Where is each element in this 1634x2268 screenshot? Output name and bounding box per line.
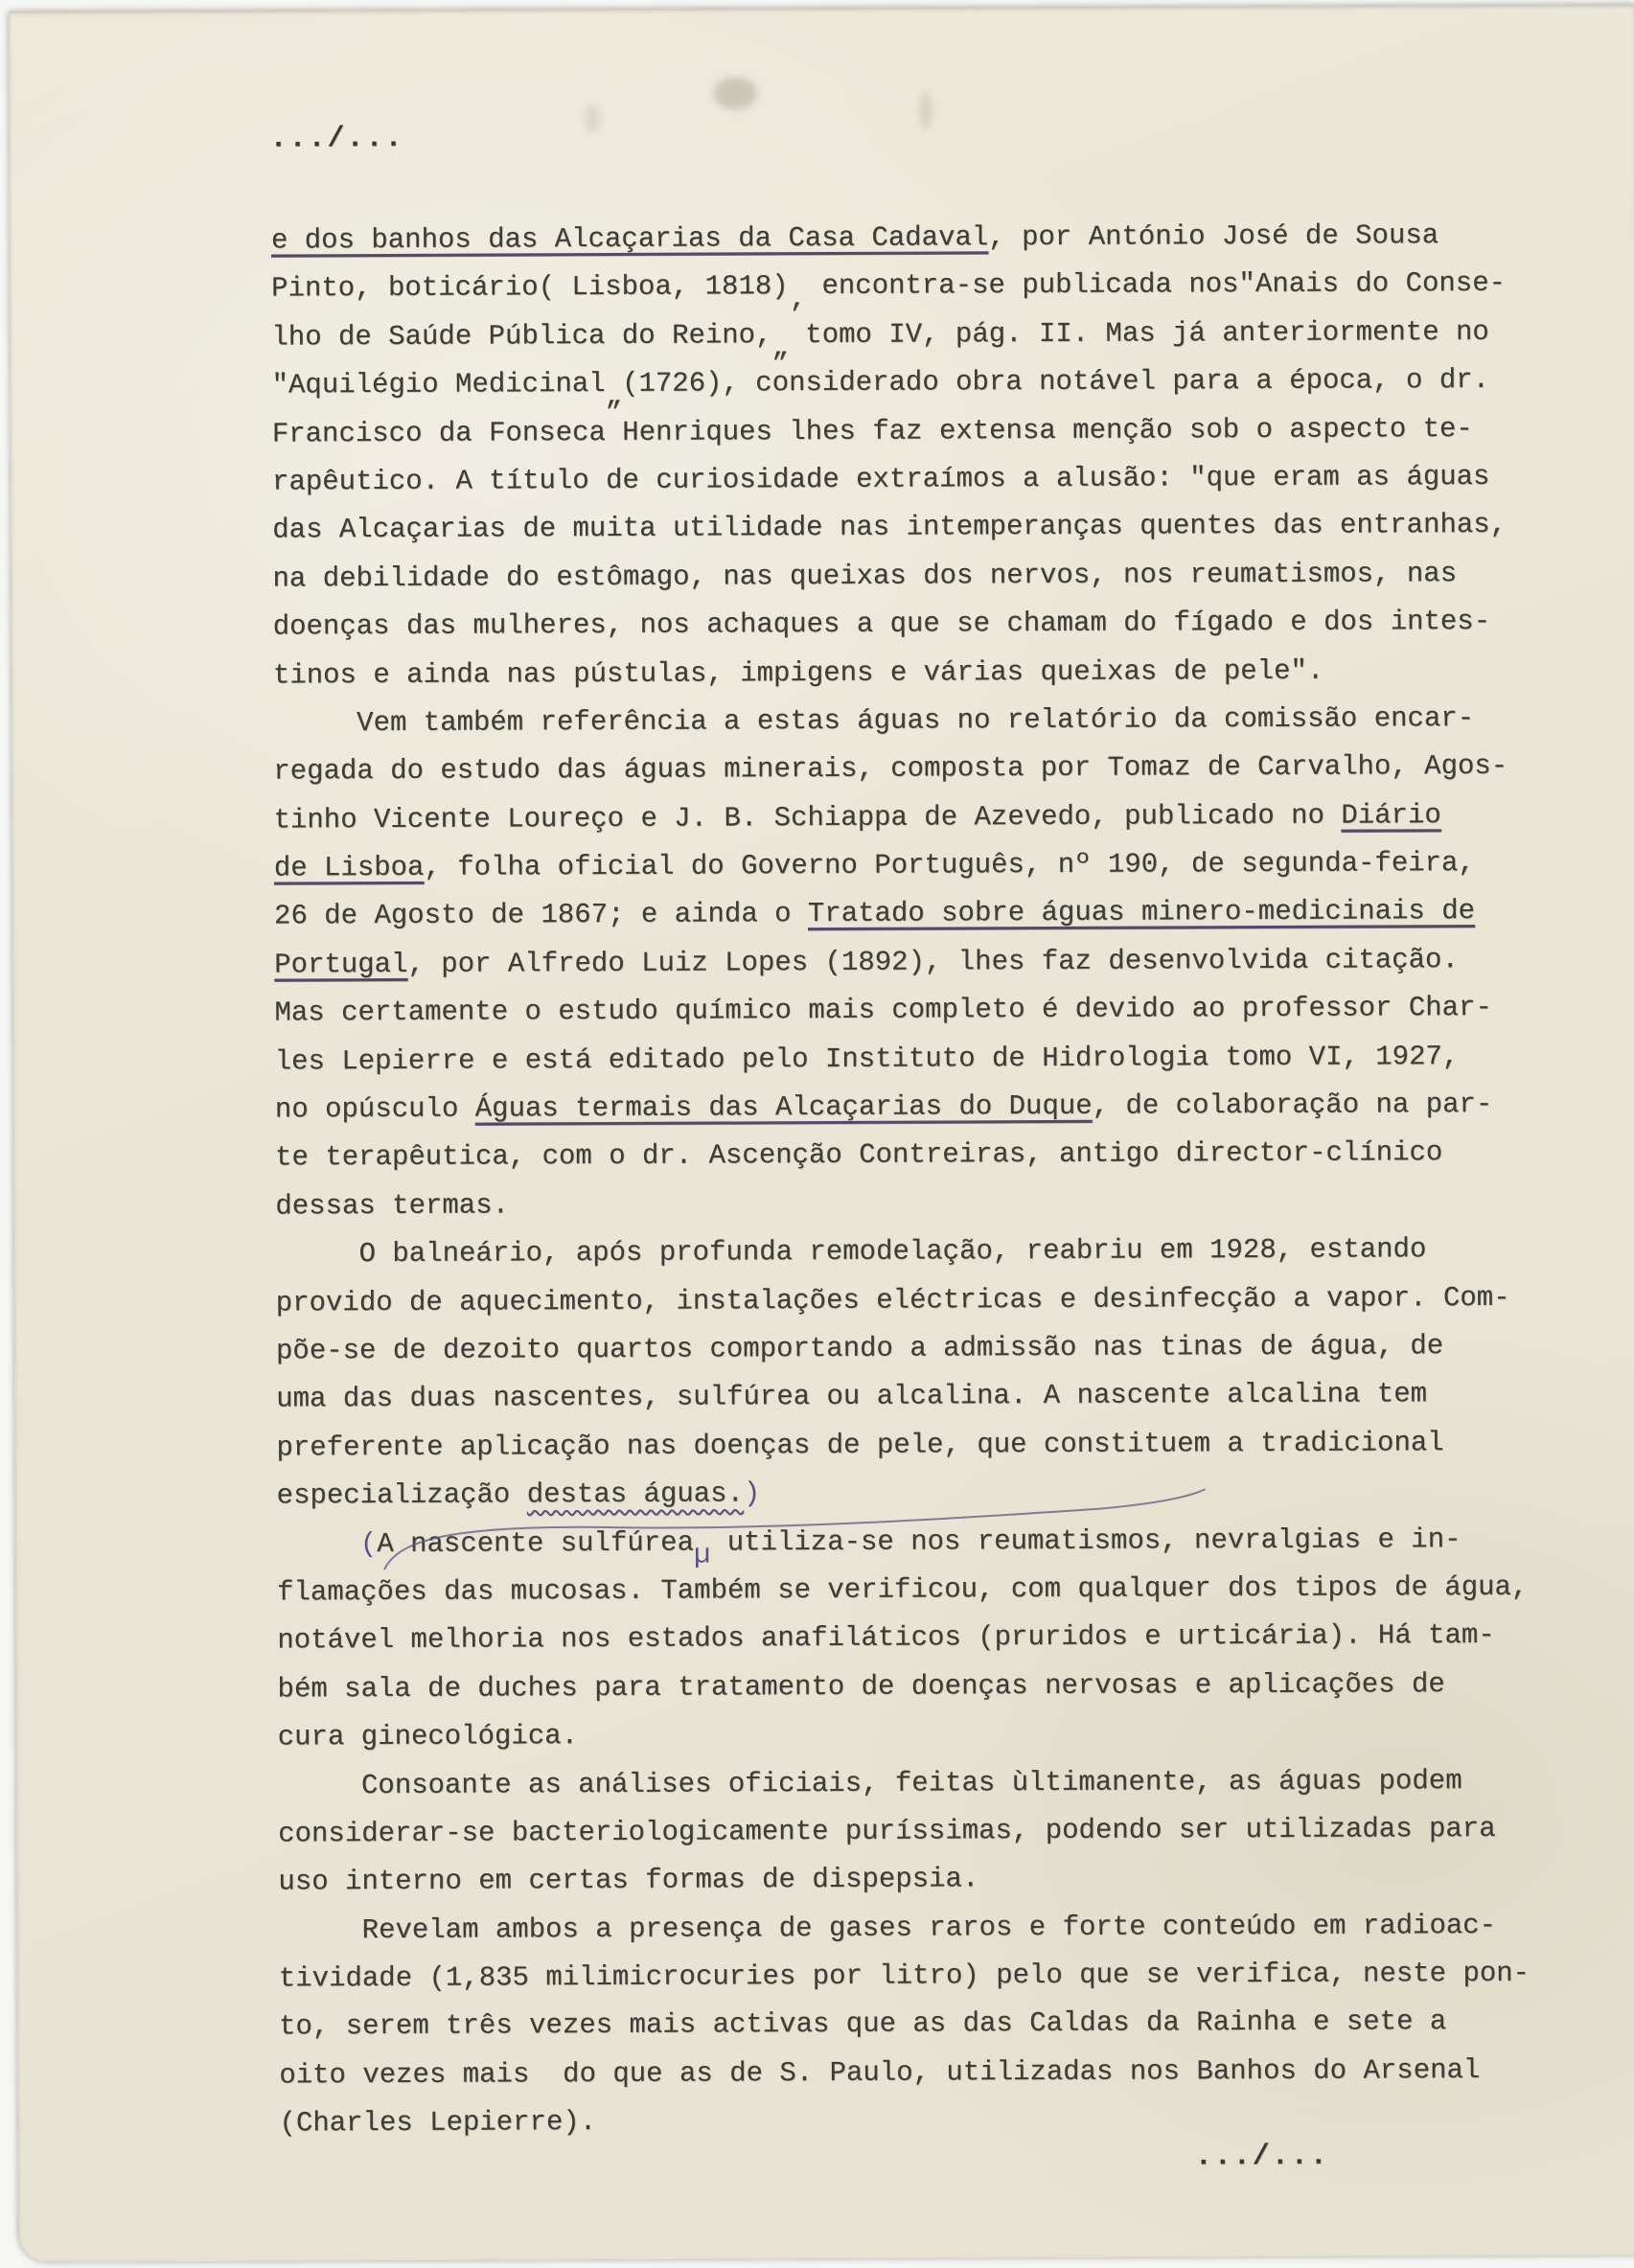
text-line: e dos banhos das Alcaçarias da Casa Cadaval, por António José de Sousa: [270, 219, 1439, 257]
text-line: Revelam ambos a presença de gases raros e forte conteúdo em radioac-: [278, 1909, 1497, 1947]
pencil-smudge: [919, 92, 932, 130]
text-line: Consoante as análises oficiais, feitas ùltimanente, as águas podem: [277, 1764, 1462, 1802]
text-line: Portugal, por Alfredo Luiz Lopes (1892), lhes faz desenvolvida citação.: [274, 943, 1459, 981]
text-line: Vem também referência a estas águas no relatório da comissão encar-: [273, 701, 1475, 740]
text-line: (A nascente sulfúreaµ utiliza-se nos reumatismos, nevralgias e in-: [359, 1523, 1461, 1571]
text-line: bém sala de duches para tratamento de doenças nervosas e aplicações de: [277, 1667, 1445, 1706]
text-line: especialização destas águas.): [276, 1478, 761, 1512]
text-line: preferente aplicação nas doenças de pele, que constituem a tradicional: [276, 1426, 1444, 1464]
text-line: te terapêutica, com o dr. Ascenção Contreiras, antigo director-clínico: [275, 1136, 1443, 1174]
continuation-marker-top: .../...: [269, 122, 404, 156]
text-line: oito vezes mais do que as de S. Paulo, utilizadas nos Banhos do Arsenal: [279, 2053, 1481, 2092]
text-line: (Charles Lepierre).: [279, 2106, 597, 2140]
text-line: de Lisboa, folha oficial do Governo Português, nº 190, de segunda-feira,: [273, 847, 1475, 884]
text-line: das Alcaçarias de muita utilidade nas intemperanças quentes das entranhas,: [272, 509, 1507, 546]
text-line: tinho Vicente Loureço e J. B. Schiappa de Azevedo, publicado no Diário: [273, 798, 1441, 836]
text-line: flamações das mucosas. Também se verificou, com qualquer dos tipos de água,: [277, 1570, 1529, 1609]
continuation-marker-bottom: .../...: [1194, 2140, 1329, 2174]
pencil-smudge: [584, 104, 601, 133]
text-line: provido de aquecimento, instalações eléctricas e desinfecção a vapor. Com-: [275, 1281, 1510, 1319]
text-line: 26 de Agosto de 1867; e ainda o Tratado sobre águas minero-medicinais de: [273, 895, 1476, 932]
text-line: Francisco da Fonseca Henriques lhes faz extensa menção sob o aspecto te-: [271, 412, 1473, 450]
text-line: na debilidade do estômago, nas queixas dos nervos, nos reumatismos, nas: [272, 557, 1458, 595]
text-line: uso interno em certas formas de dispepsia.: [278, 1863, 979, 1898]
text-line: les Lepierre e está editado pelo Instituto de Hidrologia tomo VI, 1927,: [274, 1040, 1460, 1078]
text-line: to, serem três vezes mais activas que as das Caldas da Rainha e sete a: [278, 2005, 1447, 2043]
text-line: Mas certamente o estudo químico mais completo é devido ao professor Char-: [274, 992, 1492, 1029]
text-line: põe-se de dezoito quartos comportando a admissão nas tinas de água, de: [275, 1330, 1444, 1367]
text-line: rapêutico. A título de curiosidade extraímos a alusão: "que eram as águas: [271, 460, 1490, 498]
text-line: cura ginecológica.: [277, 1720, 579, 1753]
text-line: Pinto, boticário( Lisboa, 1818)‚ encontra-se publicada nos″Anais do Conse-: [271, 267, 1507, 315]
text-line: O balneário, após profunda remodelação, reabriu em 1928, estando: [275, 1233, 1427, 1271]
pencil-smudge: [713, 77, 757, 109]
paper-sheet: [9, 4, 1634, 2261]
text-line: regada do estudo das águas minerais, composta por Tomaz de Carvalho, Agos-: [273, 750, 1508, 788]
text-line: notável melhoria nos estados anafiláticos (pruridos e urticária). Há tam-: [277, 1619, 1495, 1657]
text-line: lho de Saúde Pública do Reino,„ tomo IV, pág. II. Mas já anteriormente no: [271, 315, 1489, 364]
text-line: dessas termas.: [275, 1189, 510, 1223]
text-line: uma das duas nascentes, sulfúrea ou alcalina. A nascente alcalina tem: [276, 1378, 1428, 1415]
text-line: tinos e ainda nas pústulas, impigens e várias queixas de pele".: [272, 654, 1324, 692]
text-line: no opúsculo Águas termais das Alcaçarias do Duque, de colaboração na par-: [274, 1088, 1493, 1126]
text-line: doenças das mulheres, nos achaques a que se chamam do fígado e dos intes-: [272, 606, 1491, 643]
text-line: tividade (1,835 milimicrocuries por litro) pelo que se verifica, neste pon-: [278, 1957, 1530, 1995]
text-line: considerar-se bacteriologicamente puríssimas, podendo ser utilizadas para: [278, 1812, 1496, 1850]
typed-lines: [271, 211, 1622, 2148]
text-line: ″Aquilégio Medicinal„(1726), considerado obra notável para a época, o dr.: [271, 364, 1490, 413]
